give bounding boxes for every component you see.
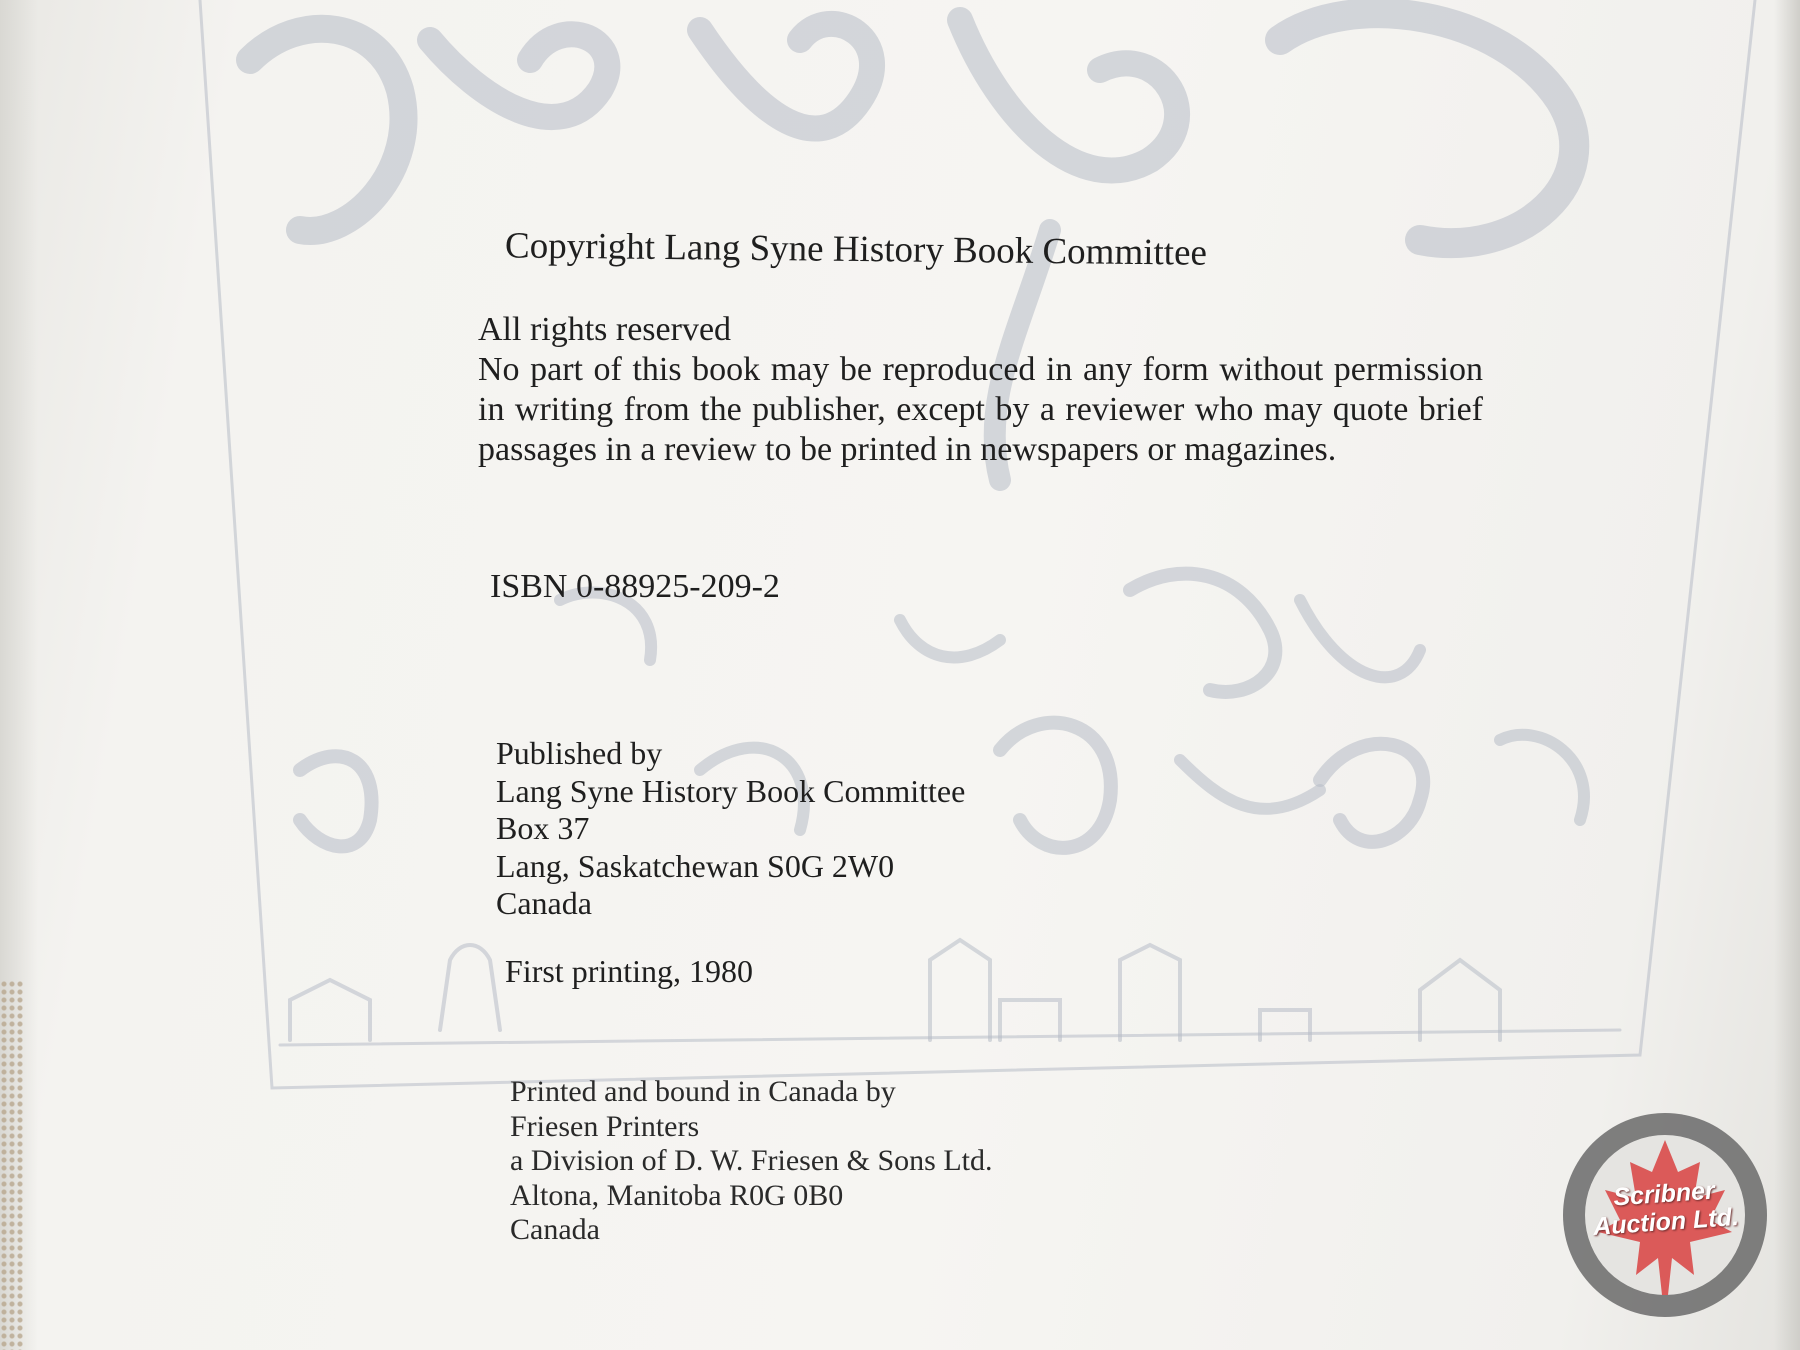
printer-line: Altona, Manitoba R0G 0B0 <box>510 1178 844 1212</box>
isbn-number: ISBN 0-88925-209-2 <box>490 568 780 605</box>
publisher-line: Lang Syne History Book Committee <box>496 772 966 809</box>
rights-statement: No part of this book may be reproduced in any form without permission in writing from the publisher, except by a reviewer who may quote brief passages in a review to be printed in newspapers or magazines. <box>478 351 1483 468</box>
printer-line: Canada <box>510 1213 600 1246</box>
publisher-section <box>496 735 965 923</box>
first-printing: First printing, 1980 <box>505 953 754 989</box>
copyright-notice: Copyright Lang Syne History Book Committee <box>504 225 1208 274</box>
printer-line: a Division of D. W. Friesen & Sons Ltd. <box>510 1144 993 1177</box>
printer-section <box>510 1075 993 1248</box>
publisher-line: Box 37 <box>496 810 590 846</box>
publisher-line: Lang, Saskatchewan S0G 2W0 <box>496 847 895 884</box>
publisher-line: Canada <box>496 885 592 921</box>
printer-heading: Printed and bound in Canada by <box>510 1075 896 1108</box>
seal-name-line: Scribner <box>1612 1176 1716 1212</box>
publisher-heading: Published by <box>496 735 663 771</box>
rights-section <box>478 310 1483 470</box>
printer-line: Friesen Printers <box>510 1109 700 1143</box>
rights-heading: All rights reserved <box>478 311 732 348</box>
seal-name-line: Auction Ltd. <box>1592 1202 1740 1242</box>
